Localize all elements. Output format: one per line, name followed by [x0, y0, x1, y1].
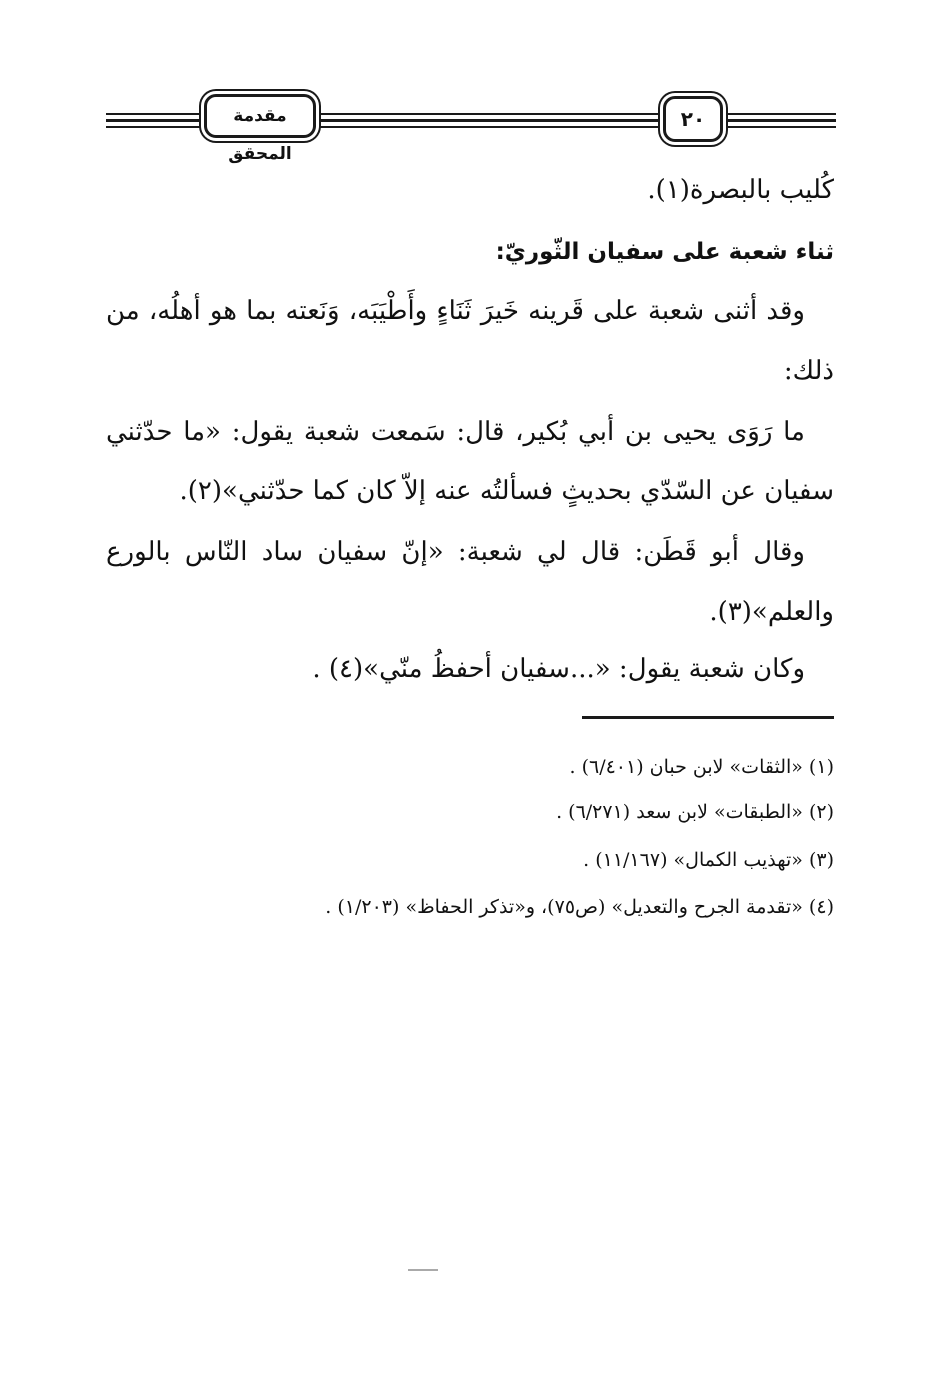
text-line: وكان شعبة يقول: «...سفيان أحفظُ منّي»(٤) . [312, 654, 805, 684]
text-line: وقد أثنى شعبة على قَرينه خَيرَ ثَنَاءٍ وأَطْيَبَه، وَنَعته بما هو أهلُه، من [106, 296, 805, 326]
footnote-separator [582, 716, 834, 719]
footnote: (١) «الثقات» لابن حبان (٦/٤٠١) . [569, 756, 834, 778]
footnote: (٢) «الطبقات» لابن سعد (٦/٢٧١) . [556, 801, 834, 823]
footnote: (٣) «تهذيب الكمال» (١١/١٦٧) . [583, 849, 834, 871]
text-line: كُليب بالبصرة(١). [647, 175, 834, 205]
text-line: ذلك: [783, 356, 834, 386]
text-line: وقال أبو قَطَن: قال لي شعبة: «إنّ سفيان ساد النّاس بالورع [106, 537, 805, 567]
section-heading: ثناء شعبة على سفيان الثّوريّ: [495, 239, 834, 265]
page-number: ٢٠ [663, 96, 723, 142]
text-line: سفيان عن السّدّي بحديثٍ فسألتُه عنه إلاّ كان كما حدّثني»(٢). [179, 476, 834, 506]
section-title: مقدمة المحقق [204, 94, 316, 138]
text-line: ما رَوَى يحيى بن أبي بُكير، قال: سَمعت شعبة يقول: «ما حدّثني [106, 417, 805, 447]
scan-speck [408, 1269, 438, 1271]
text-line: والعلم»(٣). [709, 597, 834, 627]
footnote: (٤) «تقدمة الجرح والتعديل» (ص٧٥)، و«تذكر الحفاظ» (١/٢٠٣) . [325, 896, 834, 918]
